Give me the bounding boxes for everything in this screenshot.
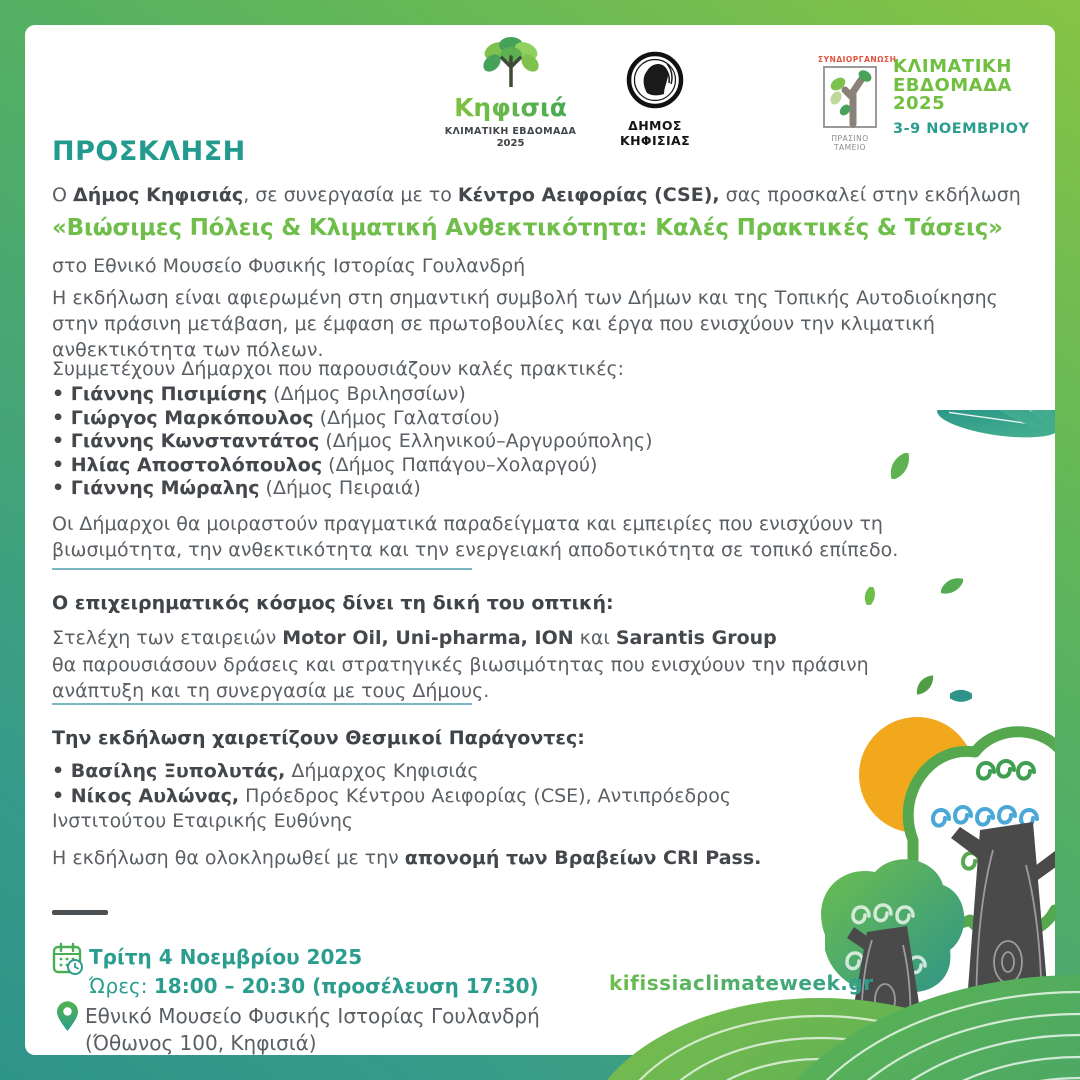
municipality-logo — [597, 51, 713, 148]
leaf-icon — [887, 453, 913, 479]
intro-post: σας προσκαλεί στην εκδήλωση — [719, 184, 1021, 206]
location-pin-icon — [56, 1001, 79, 1036]
mayor-municipality: (Δήμος Βριλησσίων) — [267, 383, 466, 405]
kifisia-logo-year: 2025 — [496, 138, 525, 149]
section-divider — [52, 703, 472, 705]
climate-week-wordmark — [893, 58, 1029, 137]
official-list-item — [52, 759, 827, 784]
official-role: Πρόεδρος Κέντρου Αειφορίας (CSE), Αντιπρόεδρος Ινστιτούτου Εταιρικής Ευθύνης — [52, 785, 731, 832]
official-role: Δήμαρχος Κηφισιάς — [285, 760, 479, 782]
climate-week-dates: 3-9 ΝΟΕΜΒΡΙΟΥ — [893, 120, 1030, 137]
mayor-municipality: (Δήμος Γαλατσίου) — [313, 406, 500, 429]
mayors-outro: Οι Δήμαρχοι θα μοιραστούν πραγματικά παραδείγματα και εμπειρίες που ενισχύουν τη βιωσιμότητα, την ανθεκτικότητα και την ενεργειακή αποδοτικότητα σε τοπικό επίπεδο. — [52, 513, 899, 561]
official-list-item — [52, 784, 827, 834]
business-section-heading: Ο επιχειρηματικός κόσμος δίνει τη δική του οπτική: — [52, 592, 614, 614]
event-description: Η εκδήλωση είναι αφιερωμένη στη σημαντική συμβολή των Δήμων και της Τοπικής Αυτοδιοίκησης στην πράσινη μετάβαση, με έμφαση σε πρωτοβουλίες και έργα που ενισχύουν την κλιματική ανθεκτικότητα των πόλεων. — [52, 287, 998, 361]
leaf-fan-decoration — [910, 410, 1055, 595]
mayor-municipality: (Δήμος Πειραιά) — [259, 477, 421, 499]
kifisia-logo-title: Κηφισιά — [433, 93, 588, 122]
venue-address: (Όθωνος 100, Κηφισιά) — [85, 1031, 317, 1055]
mayor-name: • Γιάννης Πισιμίσης — [52, 383, 267, 405]
calendar-icon — [52, 942, 84, 980]
mayor-name: • Γιώργος Μαρκόπουλος — [52, 407, 314, 429]
mayor-list-item — [52, 383, 653, 407]
kifisia-tree-icon — [478, 37, 544, 87]
mayor-name: • Γιάννης Μώραλης — [52, 477, 260, 499]
officials-section-heading: Την εκδήλωση χαιρετίζουν Θεσμικοί Παράγοντες: — [52, 727, 585, 749]
mayor-list-item — [52, 430, 653, 454]
official-name: • Νίκος Αυλώνας, — [52, 785, 239, 807]
website-link[interactable]: kifissiaclimateweek.gr — [609, 971, 874, 995]
event-venue-line: στο Εθνικό Μουσείο Φυσικής Ιστορίας Γουλανδρή — [52, 255, 526, 277]
intro-cse: Κέντρο Αειφορίας (CSE), — [457, 184, 720, 206]
venue-name: Εθνικό Μουσείο Φυσικής Ιστορίας Γουλανδρή — [85, 1004, 540, 1028]
mayor-municipality: (Δήμος Παπάγου–Χολαργού) — [322, 453, 598, 476]
accent-bar — [52, 910, 108, 915]
mayor-list-item — [52, 407, 653, 431]
closing-awards: απονομή των Βραβείων CRI Pass. — [404, 847, 762, 869]
business-mid: και — [573, 627, 616, 649]
mayor-list-item — [52, 477, 653, 501]
mayors-intro: Συμμετέχουν Δήμαρχοι που παρουσιάζουν καλές πρακτικές: — [52, 358, 625, 380]
hours-value: 18:00 – 20:30 (προσέλευση 17:30) — [153, 974, 539, 998]
hours-label: Ώρες: — [89, 974, 154, 998]
business-pre: Στελέχη των εταιρειών — [52, 627, 283, 649]
municipality-label: ΔΗΜΟΣ ΚΗΦΙΣΙΑΣ — [619, 118, 691, 148]
municipality-seal-icon — [626, 51, 684, 109]
business-companies-line — [52, 625, 777, 651]
page-title: ΠΡΟΣΚΛΗΣΗ — [52, 136, 246, 167]
poster-panel — [25, 25, 1055, 1055]
closing-pre: Η εκδήλωση θα ολοκληρωθεί με την — [52, 847, 405, 869]
hills-decoration — [560, 960, 1080, 1080]
mayor-name: • Ηλίας Αποστολόπουλος — [52, 454, 322, 476]
leaf-icon — [941, 575, 963, 597]
intro-pre: Ο — [52, 184, 73, 206]
business-company2: Sarantis Group — [615, 627, 777, 649]
mayor-municipality: (Δήμος Ελληνικού–Αργυρούπολης) — [319, 430, 653, 452]
intro-paragraph — [52, 182, 1032, 208]
green-fund-tree-icon — [823, 66, 877, 128]
kifisia-logo-subtitle: ΚΛΙΜΑΤΙΚΗ ΕΒΔΟΜΑΔΑ — [444, 126, 577, 137]
climate-week-line1: ΚΛΙΜΑΤΙΚΗ — [893, 56, 1012, 77]
mayor-name: • Γιάννης Κωνσταντάτος — [52, 430, 319, 452]
event-title: «Βιώσιμες Πόλεις & Κλιματική Ανθεκτικότητα: Καλές Πρακτικές & Τάσεις» — [52, 215, 1003, 241]
business-paragraph: θα παρουσιάσουν δράσεις και στρατηγικές βιωσιμότητας που ενισχύουν την πράσινη ανάπτυξη και τη συνεργασία με τους Δήμους. — [52, 654, 869, 702]
green-fund-logo — [818, 55, 897, 152]
intro-mid: , σε συνεργασία με το — [243, 184, 458, 206]
closing-line — [52, 845, 761, 871]
mayors-list — [52, 383, 653, 501]
event-hours — [89, 974, 539, 998]
official-name: • Βασίλης Ξυπολυτάς, — [52, 760, 285, 782]
section-divider — [52, 568, 472, 570]
kifisia-climate-week-logo — [433, 37, 588, 149]
coorganizer-label: ΣΥΝΔΙΟΡΓΑΝΩΣΗ — [818, 55, 897, 64]
green-fund-label: ΠΡΑΣΙΝΟ ΤΑΜΕΙΟ — [831, 134, 869, 152]
business-companies: Motor Oil, Uni-pharma, ION — [282, 627, 574, 649]
climate-week-line2: ΕΒΔΟΜΑΔΑ — [893, 74, 1012, 96]
event-date: Τρίτη 4 Νοεμβρίου 2025 — [89, 945, 363, 969]
mayor-list-item — [52, 454, 653, 478]
climate-week-line3: 2025 — [893, 93, 946, 114]
officials-list — [52, 759, 827, 834]
leaf-icon — [861, 587, 879, 605]
intro-municipality: Δήμος Κηφισιάς — [73, 184, 244, 206]
